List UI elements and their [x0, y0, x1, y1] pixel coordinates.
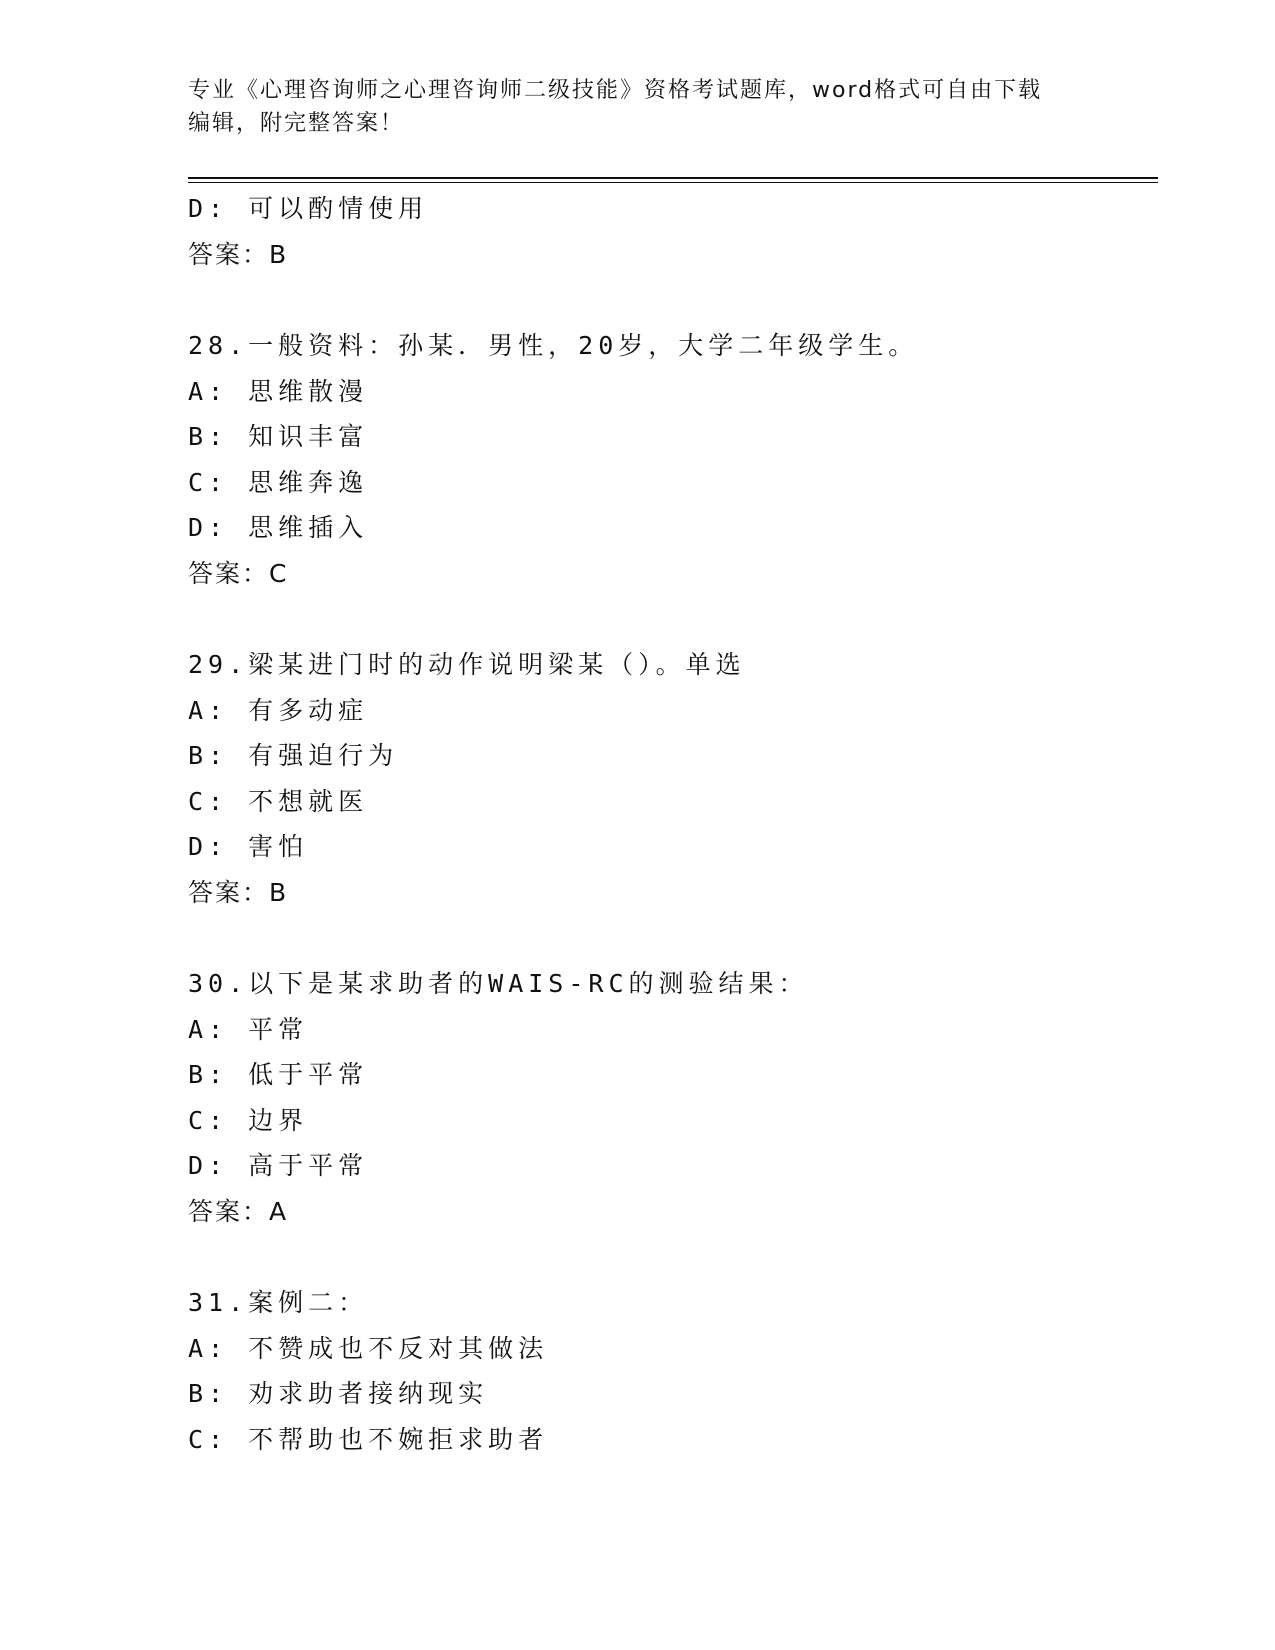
header-line-2: 编辑，附完整答案！	[188, 111, 405, 136]
option-line	[188, 369, 1148, 415]
option-key: A:	[188, 1014, 229, 1044]
option-key: D:	[188, 194, 229, 223]
option-text: 劝求助者接纳现实	[248, 1379, 489, 1408]
option-line	[188, 1371, 1148, 1417]
question-stem: 28.一般资料：孙某．男性，20岁，大学二年级学生。	[188, 331, 919, 360]
option-key: A:	[188, 1333, 229, 1363]
option-key: A:	[188, 695, 229, 725]
header-rule-thin	[188, 182, 1158, 183]
option-text: 有多动症	[248, 695, 369, 725]
option-text: 思维插入	[248, 513, 369, 542]
option-line	[188, 414, 1148, 460]
option-text: 低于平常	[248, 1060, 369, 1089]
answer-line: 答案：B	[188, 877, 289, 907]
option-text: 高于平常	[248, 1151, 369, 1180]
option-key: B:	[188, 1379, 229, 1408]
option-key: C:	[188, 1424, 229, 1454]
option-text: 思维散漫	[248, 376, 369, 406]
option-key: C:	[188, 786, 229, 816]
option-line	[188, 779, 1148, 825]
question-stem: 31.案例二：	[188, 1288, 369, 1317]
option-key: D:	[188, 1151, 229, 1180]
header-rule-thick	[188, 177, 1158, 179]
option-line	[188, 186, 1148, 232]
answer-line: 答案：C	[188, 558, 289, 588]
header-line-1: 专业《心理咨询师之心理咨询师二级技能》资格考试题库，word格式可自由下载	[188, 78, 1043, 103]
option-line	[188, 1326, 1148, 1372]
question-stem: 29.梁某进门时的动作说明梁某（）。单选	[188, 650, 746, 679]
question-list	[188, 186, 1148, 1462]
option-line	[188, 824, 1148, 870]
option-line	[188, 733, 1148, 779]
option-line	[188, 688, 1148, 734]
option-key: D:	[188, 832, 229, 861]
option-text: 不想就医	[248, 786, 369, 816]
option-line	[188, 1417, 1148, 1463]
option-text: 知识丰富	[248, 422, 369, 451]
page-header	[188, 74, 1078, 140]
option-text: 害怕	[248, 832, 309, 861]
option-key: C:	[188, 467, 229, 497]
option-key: A:	[188, 376, 229, 406]
option-line	[188, 1098, 1148, 1144]
option-line	[188, 1143, 1148, 1189]
answer-line: 答案：B	[188, 239, 289, 269]
question-stem: 30.以下是某求助者的WAIS-RC的测验结果：	[188, 969, 809, 998]
option-text: 思维奔逸	[248, 467, 369, 497]
option-text: 可以酌情使用	[248, 194, 429, 223]
option-key: B:	[188, 1060, 229, 1089]
option-line	[188, 460, 1148, 506]
option-text: 平常	[248, 1014, 309, 1044]
option-key: B:	[188, 741, 229, 770]
answer-line: 答案：A	[188, 1196, 289, 1226]
option-text: 有强迫行为	[248, 741, 399, 770]
option-text: 边界	[248, 1105, 309, 1135]
option-text: 不帮助也不婉拒求助者	[248, 1424, 549, 1454]
option-line	[188, 1052, 1148, 1098]
option-key: C:	[188, 1105, 229, 1135]
option-key: B:	[188, 422, 229, 451]
option-line	[188, 1007, 1148, 1053]
option-line	[188, 505, 1148, 551]
option-key: D:	[188, 513, 229, 542]
option-text: 不赞成也不反对其做法	[248, 1333, 549, 1363]
